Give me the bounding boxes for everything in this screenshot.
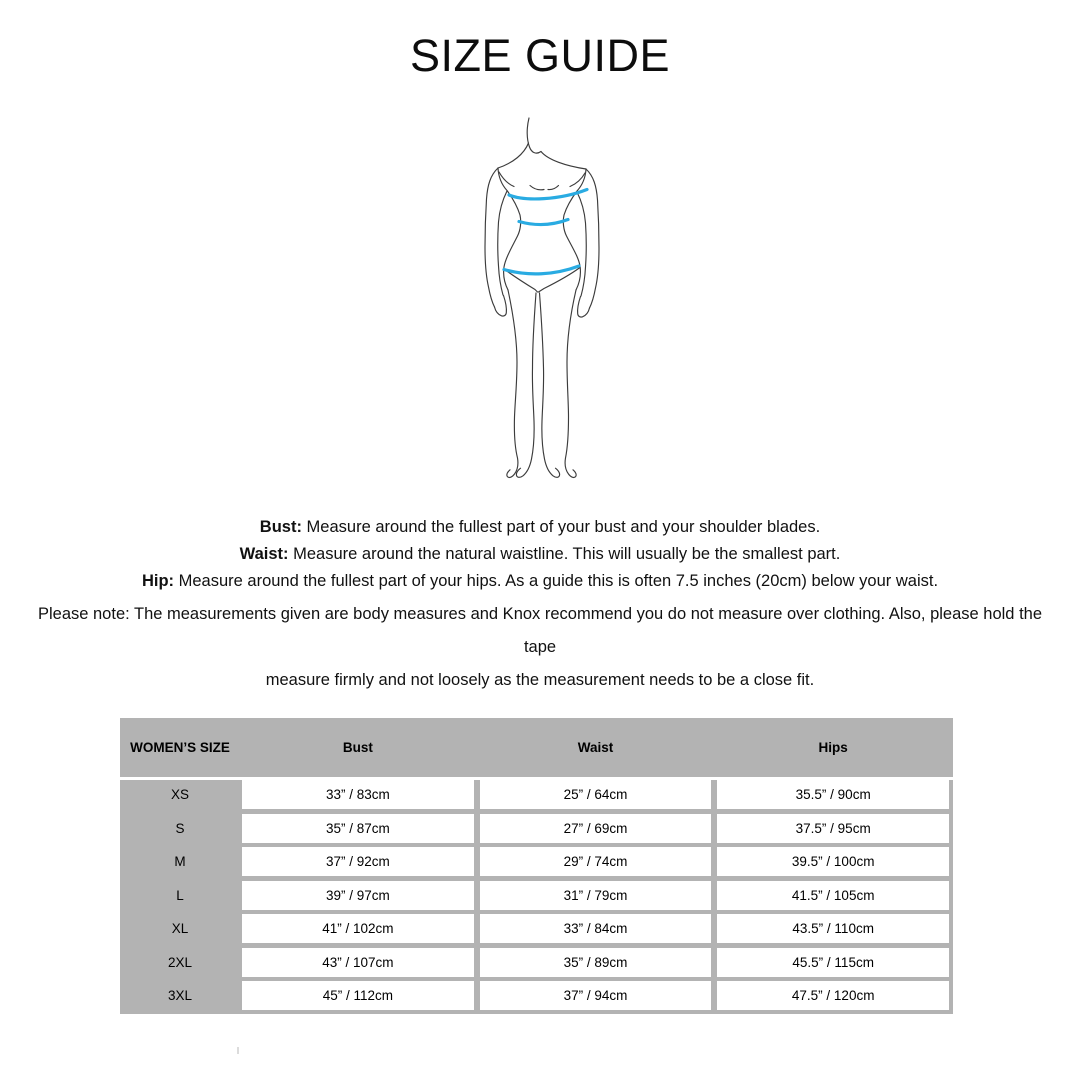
right-leg-outer-line [565, 290, 576, 477]
header-womens-size: WOMEN’S SIZE [130, 740, 230, 755]
hips-value: 45.5” / 115cm [717, 948, 949, 977]
right-arm-inner-line [577, 192, 586, 296]
size-label: 2XL [167, 954, 193, 970]
hips-value: 41.5” / 105cm [717, 881, 949, 910]
table-row-xl [120, 914, 949, 943]
right-hand-line [578, 297, 590, 318]
measurement-lines [504, 190, 587, 274]
bust-detail-left [530, 186, 544, 190]
size-label: M [174, 854, 186, 869]
female-body-outline-illustration [440, 112, 640, 502]
size-table [120, 718, 953, 1014]
hips-value: 39.5” / 100cm [717, 847, 949, 876]
waist-value: 29” / 74cm [480, 847, 712, 876]
waist-value: 33” / 84cm [480, 914, 712, 943]
hips-value: 47.5” / 120cm [717, 981, 949, 1010]
left-arm-inner-line [498, 191, 507, 295]
header-bust: Bust [342, 740, 373, 755]
body-measurement-figure [440, 112, 640, 502]
bust-value: 33” / 83cm [242, 780, 474, 809]
note-line-2: measure firmly and not loosely as the measurement needs to be a close fit. [265, 671, 815, 689]
hips-value: 37.5” / 95cm [717, 814, 949, 843]
hips-value: 35.5” / 90cm [717, 780, 949, 809]
instruction-hip-label: Hip: [141, 572, 175, 590]
table-body [120, 780, 953, 1014]
left-shoulder-crease [499, 172, 514, 187]
table-row-m [120, 847, 949, 876]
bust-value: 35” / 87cm [242, 814, 474, 843]
note-text [30, 598, 1050, 697]
faint-artifact-mark [237, 1047, 239, 1054]
waist-value: 37” / 94cm [480, 981, 712, 1010]
right-shoulder-crease [570, 173, 585, 187]
table-row-l [120, 881, 949, 910]
table-row-2xl [120, 948, 949, 977]
hips-value: 43.5” / 110cm [717, 914, 949, 943]
right-neck-shoulder-line [541, 152, 586, 170]
table-header-row [120, 718, 953, 777]
header-hips: Hips [818, 740, 848, 755]
bust-value: 39” / 97cm [242, 881, 474, 910]
instruction-bust-label: Bust: [259, 518, 302, 536]
header-waist: Waist [577, 740, 614, 755]
instruction-waist-label: Waist: [239, 545, 289, 563]
table-row-3xl [120, 981, 949, 1010]
bust-detail-right [548, 186, 559, 190]
size-label: XS [170, 787, 189, 802]
size-label: 3XL [167, 988, 193, 1003]
left-hand-line [495, 296, 507, 317]
waist-value: 31” / 79cm [480, 881, 712, 910]
left-leg-inner-line [516, 293, 536, 477]
page-title: SIZE GUIDE [409, 30, 671, 81]
table-row-xs [120, 780, 949, 809]
measurement-instructions [30, 514, 1050, 697]
waist-value: 25” / 64cm [480, 780, 712, 809]
figure-outline [485, 118, 599, 477]
waist-value: 35” / 89cm [480, 948, 712, 977]
instruction-waist-text: Measure around the natural waistline. This will usually be the smallest part. [288, 545, 841, 563]
size-label: S [175, 820, 185, 836]
instruction-hip [30, 568, 1050, 595]
size-label: L [176, 887, 184, 903]
size-label: XL [171, 921, 189, 936]
table-row-s [120, 814, 949, 843]
bust-value: 45” / 112cm [242, 981, 474, 1010]
instruction-bust-text: Measure around the fullest part of your bust and your shoulder blades. [301, 518, 821, 536]
hip-measure-line [504, 266, 579, 274]
bust-value: 41” / 102cm [242, 914, 474, 943]
bust-value: 37” / 92cm [242, 847, 474, 876]
instruction-bust [30, 514, 1050, 541]
bust-measure-line [509, 190, 587, 199]
instruction-hip-text: Measure around the fullest part of your hips. As a guide this is often 7.5 inches (20cm) below your waist. [174, 572, 939, 590]
left-leg-outer-line [507, 290, 518, 477]
note-line-1: Please note: The measurements given are body measures and Knox recommend you do not measure over clothing. Also, please hold the tape [37, 605, 1043, 656]
left-arm-outer-line [485, 168, 498, 307]
bust-value: 43” / 107cm [242, 948, 474, 977]
left-neck-shoulder-line [498, 143, 529, 168]
waist-measure-line [519, 220, 568, 225]
instruction-waist [30, 541, 1050, 568]
waist-value: 27” / 69cm [480, 814, 712, 843]
head-neck-line [527, 118, 541, 153]
right-leg-inner-line [540, 293, 560, 477]
